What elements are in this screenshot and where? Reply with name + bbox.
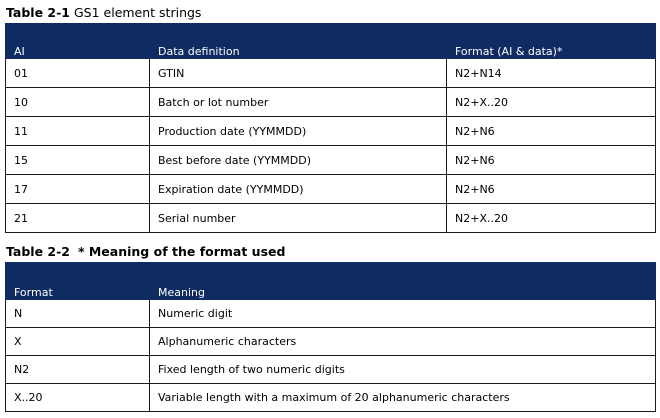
table-row xyxy=(6,300,656,328)
table1-header-ai: AI xyxy=(6,24,150,59)
format-cell: N2+N6 xyxy=(447,175,656,204)
definition-cell: Expiration date (YYMMDD) xyxy=(150,175,447,204)
format-cell: N2+N6 xyxy=(447,117,656,146)
meaning-cell: Numeric digit xyxy=(150,300,656,328)
format-cell: N2+X..20 xyxy=(447,88,656,117)
ai-cell: 21 xyxy=(6,204,150,233)
table-row xyxy=(6,175,656,204)
format-code-cell: N xyxy=(6,300,150,328)
definition-cell: GTIN xyxy=(150,59,447,88)
format-cell: N2+X..20 xyxy=(447,204,656,233)
table-row xyxy=(6,59,656,88)
table-row xyxy=(6,117,656,146)
ai-cell: 01 xyxy=(6,59,150,88)
table1-header-data-definition: Data definition xyxy=(150,24,447,59)
ai-cell: 17 xyxy=(6,175,150,204)
table1-label: Table 2-1 xyxy=(6,5,70,20)
format-meaning-table xyxy=(5,262,656,412)
table2-header-format: Format xyxy=(6,263,150,300)
table-row xyxy=(6,356,656,384)
format-code-cell: N2 xyxy=(6,356,150,384)
meaning-cell: Fixed length of two numeric digits xyxy=(150,356,656,384)
meaning-cell: Variable length with a maximum of 20 alphanumeric characters xyxy=(150,384,656,412)
table1-caption xyxy=(6,5,201,21)
format-cell: N2+N14 xyxy=(447,59,656,88)
table1-header-format: Format (AI & data)* xyxy=(447,24,656,59)
ai-cell: 15 xyxy=(6,146,150,175)
table1-header-row xyxy=(6,24,656,59)
meaning-cell: Alphanumeric characters xyxy=(150,328,656,356)
format-code-cell: X..20 xyxy=(6,384,150,412)
table-row xyxy=(6,204,656,233)
definition-cell: Best before date (YYMMDD) xyxy=(150,146,447,175)
table-row xyxy=(6,328,656,356)
table2-caption xyxy=(6,244,285,260)
table2-label: Table 2-2 xyxy=(6,244,70,259)
ai-cell: 10 xyxy=(6,88,150,117)
definition-cell: Serial number xyxy=(150,204,447,233)
table2-title: * Meaning of the format used xyxy=(77,244,286,259)
ai-cell: 11 xyxy=(6,117,150,146)
format-code-cell: X xyxy=(6,328,150,356)
table2-header-meaning: Meaning xyxy=(150,263,656,300)
definition-cell: Batch or lot number xyxy=(150,88,447,117)
table-row xyxy=(6,88,656,117)
table2-header-row xyxy=(6,263,656,300)
table1-title: GS1 element strings xyxy=(73,5,202,20)
format-cell: N2+N6 xyxy=(447,146,656,175)
gs1-element-strings-table xyxy=(5,23,656,233)
definition-cell: Production date (YYMMDD) xyxy=(150,117,447,146)
table-row xyxy=(6,146,656,175)
table-row xyxy=(6,384,656,412)
